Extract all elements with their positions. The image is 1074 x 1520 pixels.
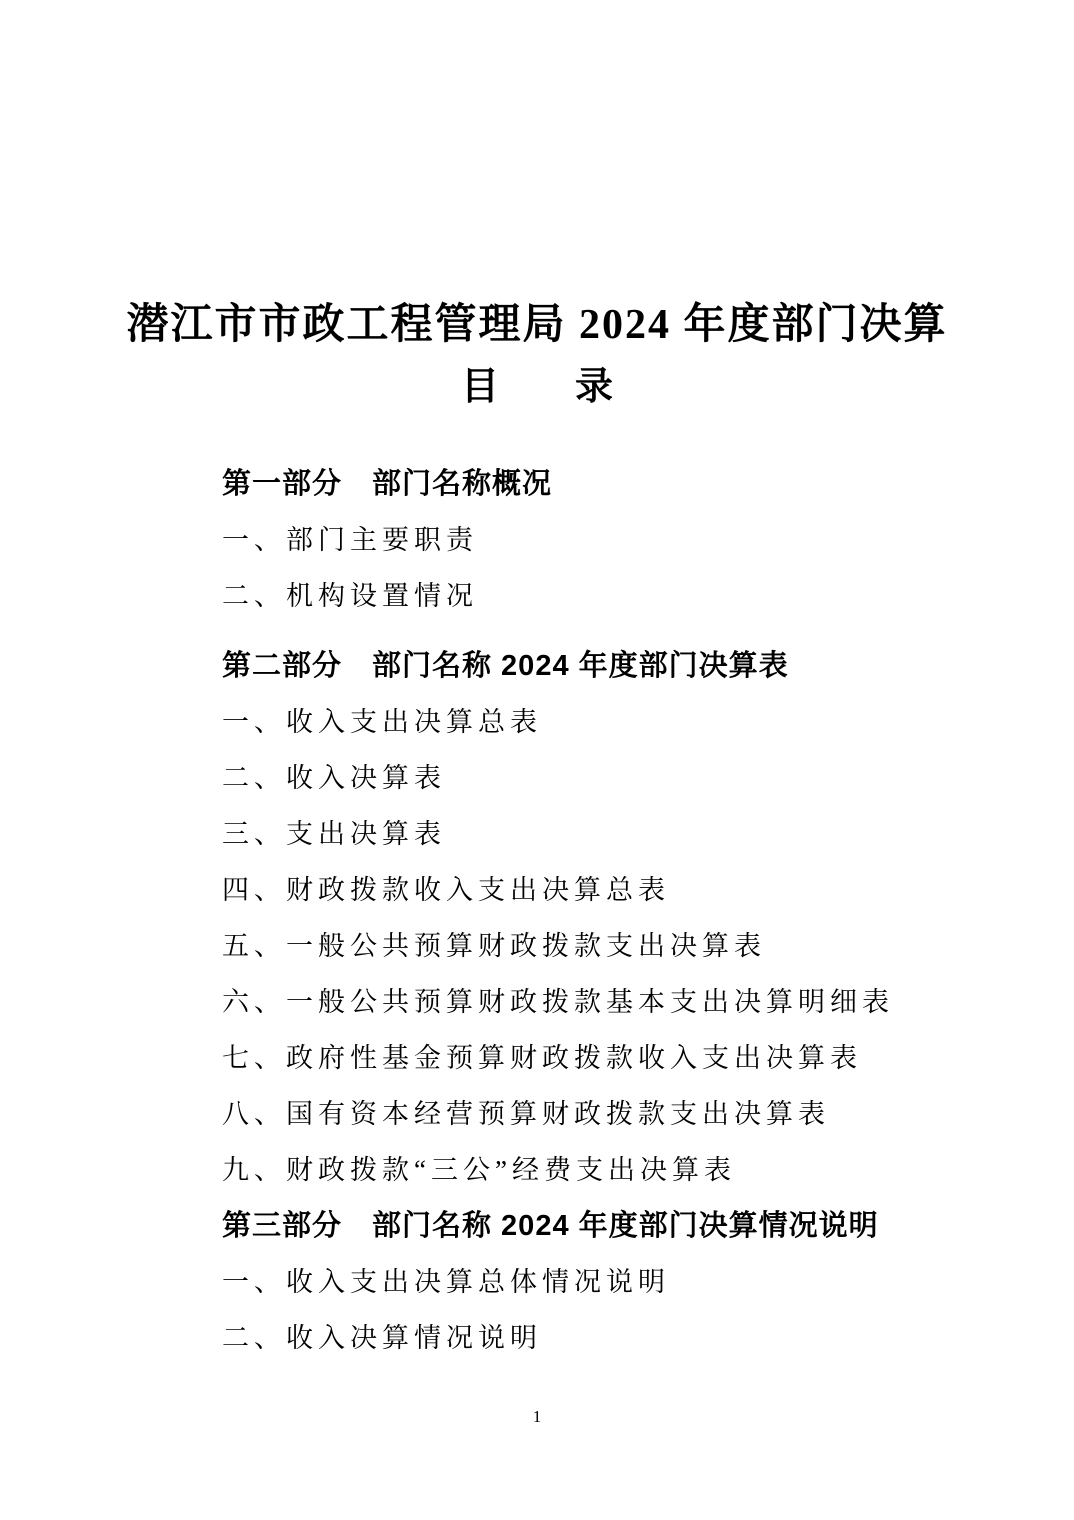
toc-entry-part3-item1: 一、收入支出决算总体情况说明 (222, 1267, 670, 1297)
toc-entry-part1-item1: 一、部门主要职责 (222, 525, 478, 555)
toc-entry-part2-item2: 二、收入决算表 (222, 763, 446, 793)
toc-entry-part2-item4: 四、财政拨款收入支出决算总表 (222, 875, 670, 905)
toc-entry-part1: 第一部分 部门名称概况 (222, 468, 553, 500)
page-number: 1 (532, 1407, 542, 1426)
toc-entry-part2-item6: 六、一般公共预算财政拨款基本支出决算明细表 (222, 987, 894, 1017)
document-title: 潜江市市政工程管理局 2024 年度部门决算 (126, 302, 948, 348)
toc-entry-part3-item2: 二、收入决算情况说明 (222, 1323, 542, 1353)
toc-entry-part2-item5: 五、一般公共预算财政拨款支出决算表 (222, 931, 766, 961)
toc-entry-part2: 第二部分 部门名称 2024 年度部门决算表 (222, 650, 789, 682)
toc-entry-part1-item2: 二、机构设置情况 (222, 581, 478, 611)
toc-entry-part2-item1: 一、收入支出决算总表 (222, 707, 542, 737)
table-of-contents (222, 456, 1014, 1366)
toc-entry-part2-item8: 八、国有资本经营预算财政拨款支出决算表 (222, 1099, 830, 1129)
toc-entry-part2-item3: 三、支出决算表 (222, 819, 446, 849)
toc-entry-part2-item9: 九、财政拨款“三公”经费支出决算表 (222, 1155, 736, 1185)
toc-entry-part2-item7: 七、政府性基金预算财政拨款收入支出决算表 (222, 1043, 862, 1073)
toc-entry-part3: 第三部分 部门名称 2024 年度部门决算情况说明 (222, 1210, 879, 1242)
toc-heading: 目 录 (460, 366, 613, 408)
